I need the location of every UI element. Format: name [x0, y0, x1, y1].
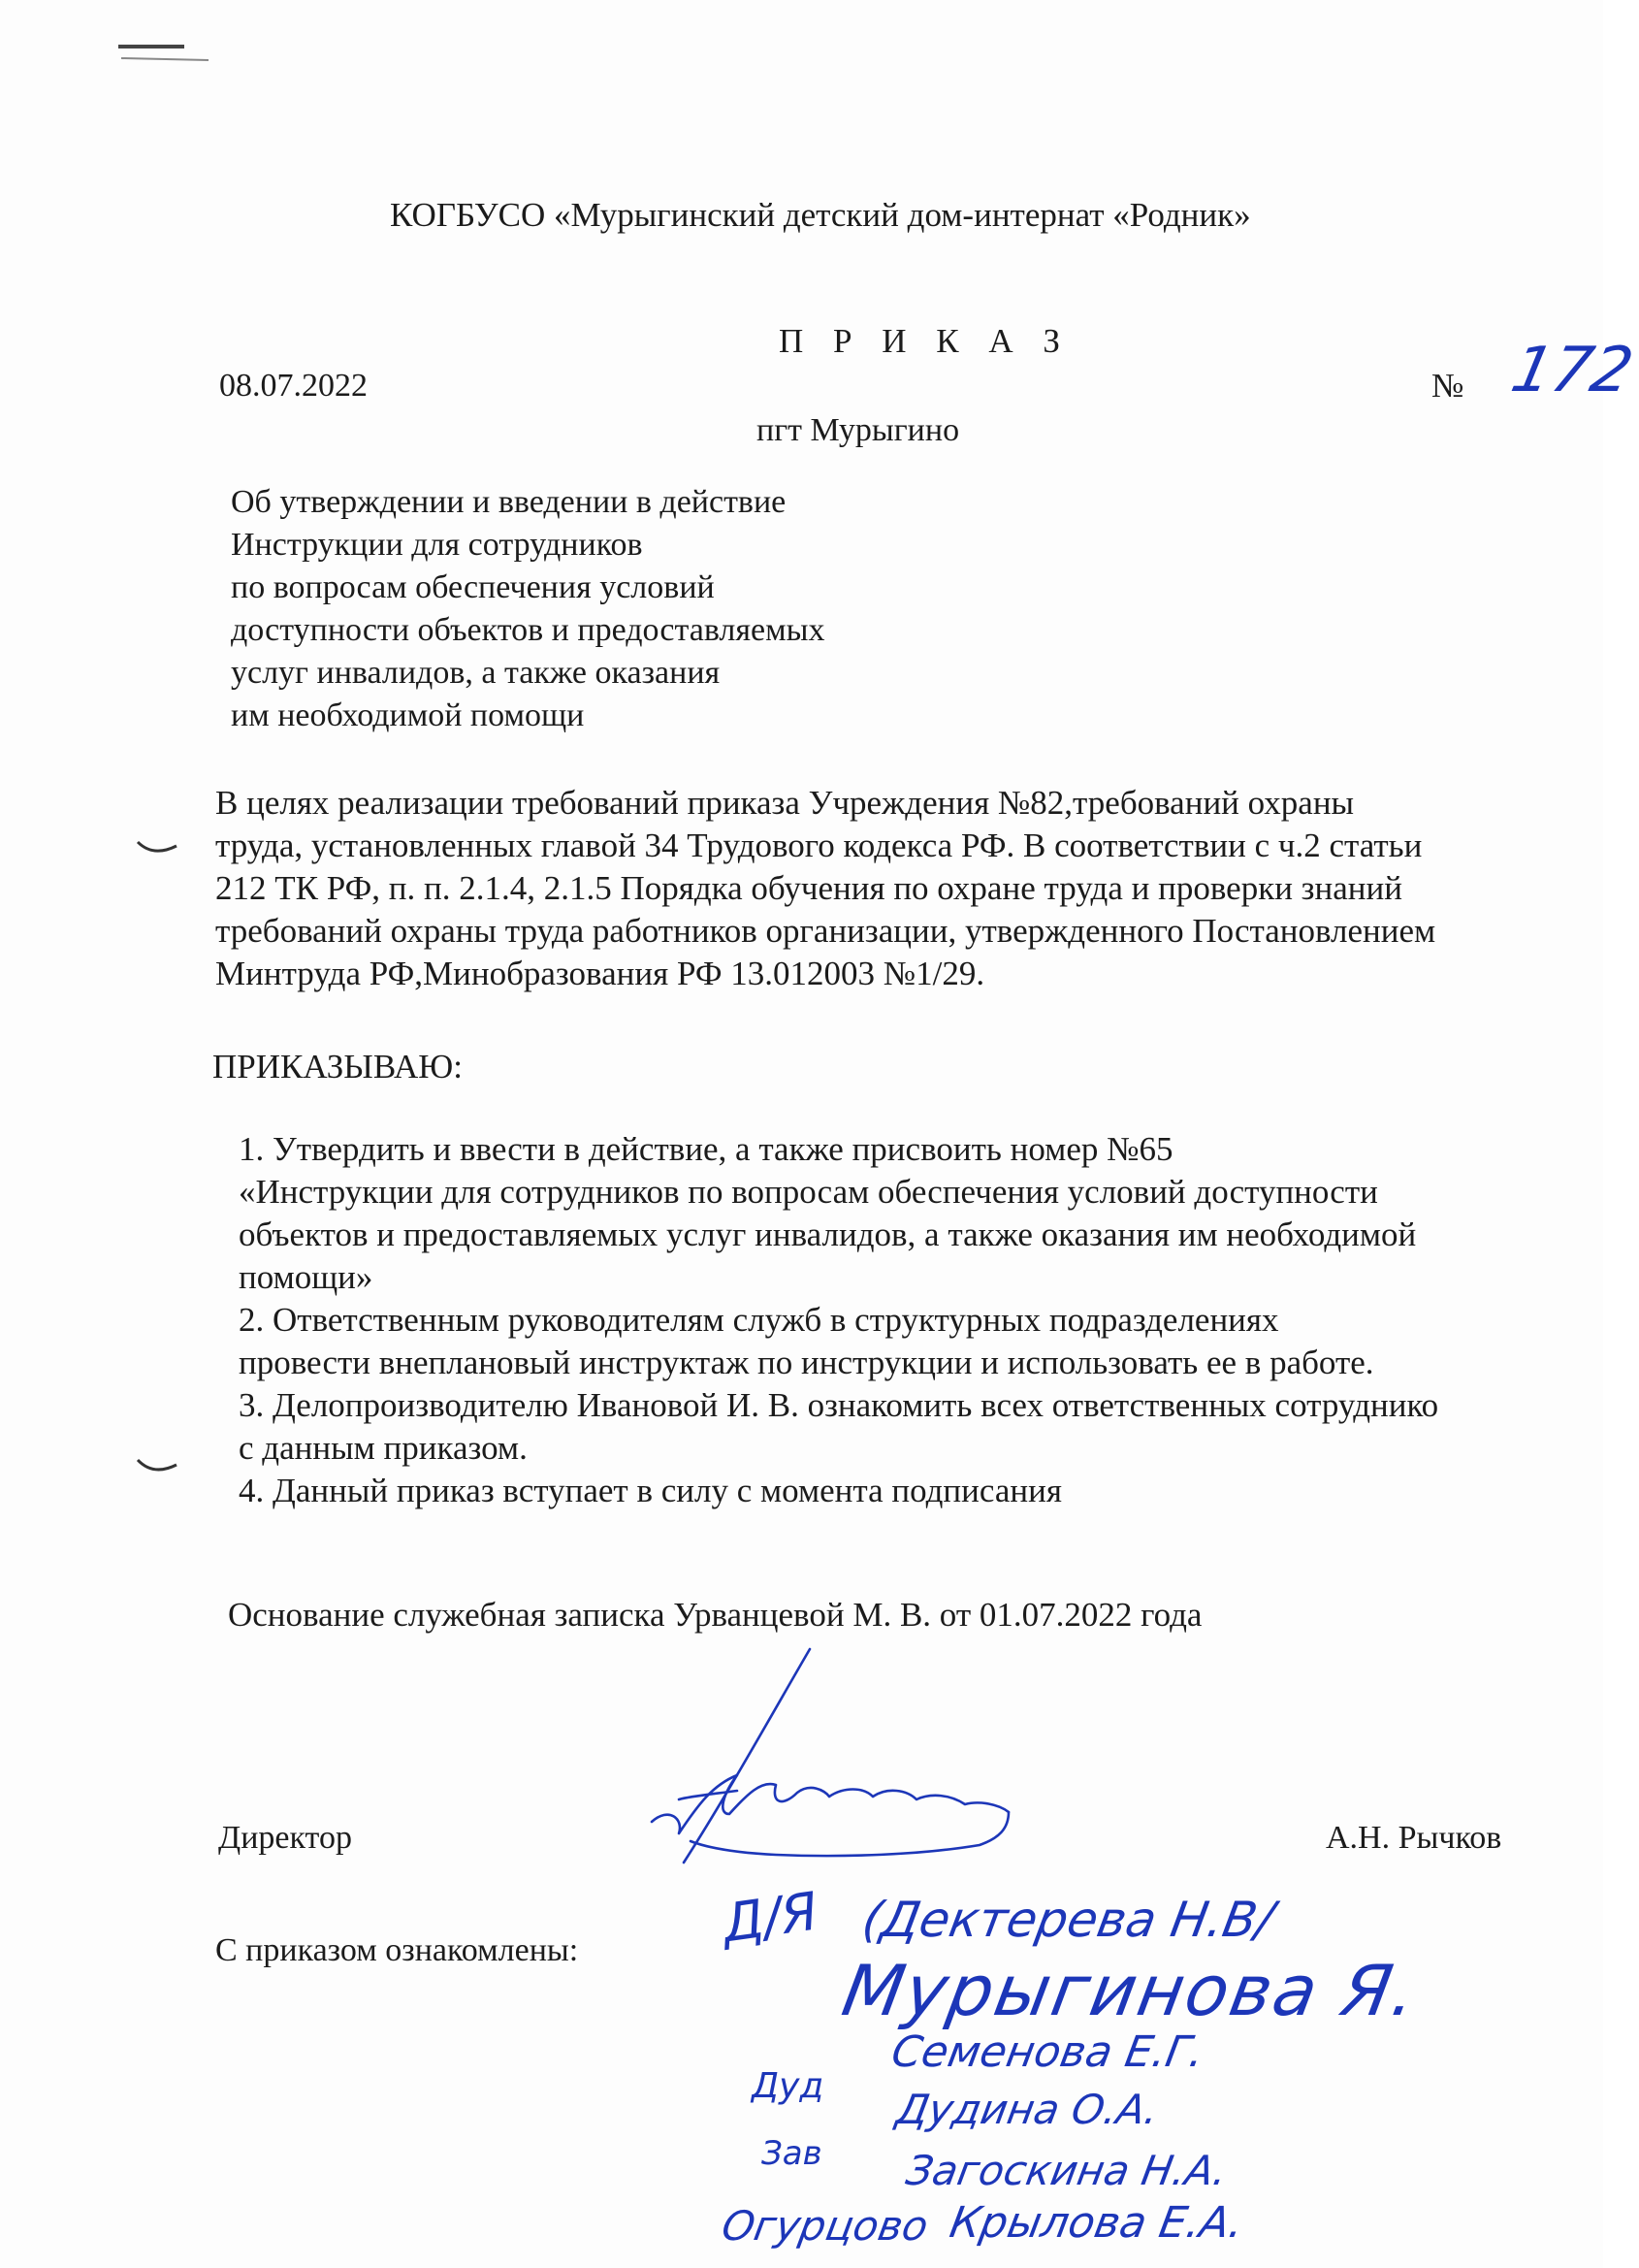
handwritten-name: (Дектерева Н.В/	[857, 1892, 1278, 1948]
handwritten-initials: Дуд	[752, 2066, 824, 2106]
order-number-label: №	[1431, 367, 1464, 405]
institution-header: КОГБУСО «Мурыгинский детский дом-интернат «Родник»	[390, 196, 1251, 234]
order-item-line: провести внеплановый инструктаж по инструкции и использовать ее в работе.	[239, 1344, 1374, 1381]
order-item-line: 4. Данный приказ вступает в силу с момента подписания	[239, 1472, 1062, 1509]
subject-line: по вопросам обеспечения условий	[231, 569, 715, 605]
order-date: 08.07.2022	[219, 368, 368, 404]
handwritten-name: Крылова Е.А.	[946, 2198, 1248, 2248]
order-item-line: объектов и предоставляемых услуг инвалидов, а также оказания им необходимой	[239, 1215, 1417, 1253]
handwritten-name: Загоскина Н.А.	[902, 2147, 1232, 2194]
signatory-position: Директор	[218, 1820, 352, 1856]
subject-line: Инструкции для сотрудников	[231, 527, 643, 563]
handwritten-initials: Д/Я	[719, 1880, 821, 1955]
order-item-line: с данным приказом.	[239, 1429, 528, 1467]
handwritten-initials: Зав	[761, 2134, 822, 2173]
preamble-line: 212 ТК РФ, п. п. 2.1.4, 2.1.5 Порядка обучения по охране труда и проверки знаний	[215, 869, 1402, 907]
order-item-line: 2. Ответственным руководителям служб в структурных подразделениях	[239, 1301, 1279, 1339]
signatory-name: А.Н. Рычков	[1326, 1820, 1502, 1856]
punch-hole-mark	[138, 1460, 177, 1470]
punch-hole-mark	[138, 842, 177, 851]
preamble-line: требований охраны труда работников организации, утвержденного Постановлением	[215, 912, 1436, 950]
subject-line: услуг инвалидов, а также оказания	[231, 655, 721, 691]
order-item-line: 3. Делопроизводителю Ивановой И. В. ознакомить всех ответственных сотруднико	[239, 1386, 1439, 1424]
handwritten-name: Мурыгинова Я.	[836, 1950, 1425, 2031]
order-item-line: «Инструкции для сотрудников по вопросам обеспечения условий доступности	[239, 1173, 1378, 1211]
order-subject	[231, 482, 824, 738]
handwritten-name: Дудина О.А.	[892, 2086, 1163, 2133]
order-item-line: помощи»	[239, 1258, 373, 1296]
subject-line: доступности объектов и предоставляемых	[231, 612, 825, 648]
order-item-line: 1. Утвердить и ввести в действие, а также присвоить номер №65	[239, 1130, 1173, 1168]
preamble-line: В целях реализации требований приказа Учреждения №82,требований охраны	[215, 784, 1355, 822]
subject-line: Об утверждении и введении в действие	[231, 484, 787, 520]
preamble-line: труда, установленных главой 34 Трудового кодекса РФ. В соответствии с ч.2 статьи	[215, 826, 1423, 864]
corner-mark	[118, 47, 209, 60]
order-place: пгт Мурыгино	[756, 412, 960, 448]
handwritten-name: Огурцово	[718, 2202, 932, 2250]
order-title: П Р И К А З	[779, 322, 1071, 360]
acknowledgement-label: С приказом ознакомлены:	[215, 1932, 579, 1968]
order-items	[239, 1128, 1438, 1512]
decree-heading: ПРИКАЗЫВАЮ:	[212, 1048, 463, 1085]
preamble	[215, 782, 1583, 995]
order-number-handwritten: 172	[1505, 335, 1639, 406]
order-basis: Основание служебная записка Урванцевой М. В. от 01.07.2022 года	[228, 1596, 1203, 1634]
preamble-line: Минтруда РФ,Минобразования РФ 13.012003 №1/29.	[215, 955, 985, 992]
director-signature	[652, 1649, 1009, 1863]
handwritten-name: Семенова Е.Г.	[887, 2027, 1208, 2077]
subject-line: им необходимой помощи	[231, 697, 585, 733]
